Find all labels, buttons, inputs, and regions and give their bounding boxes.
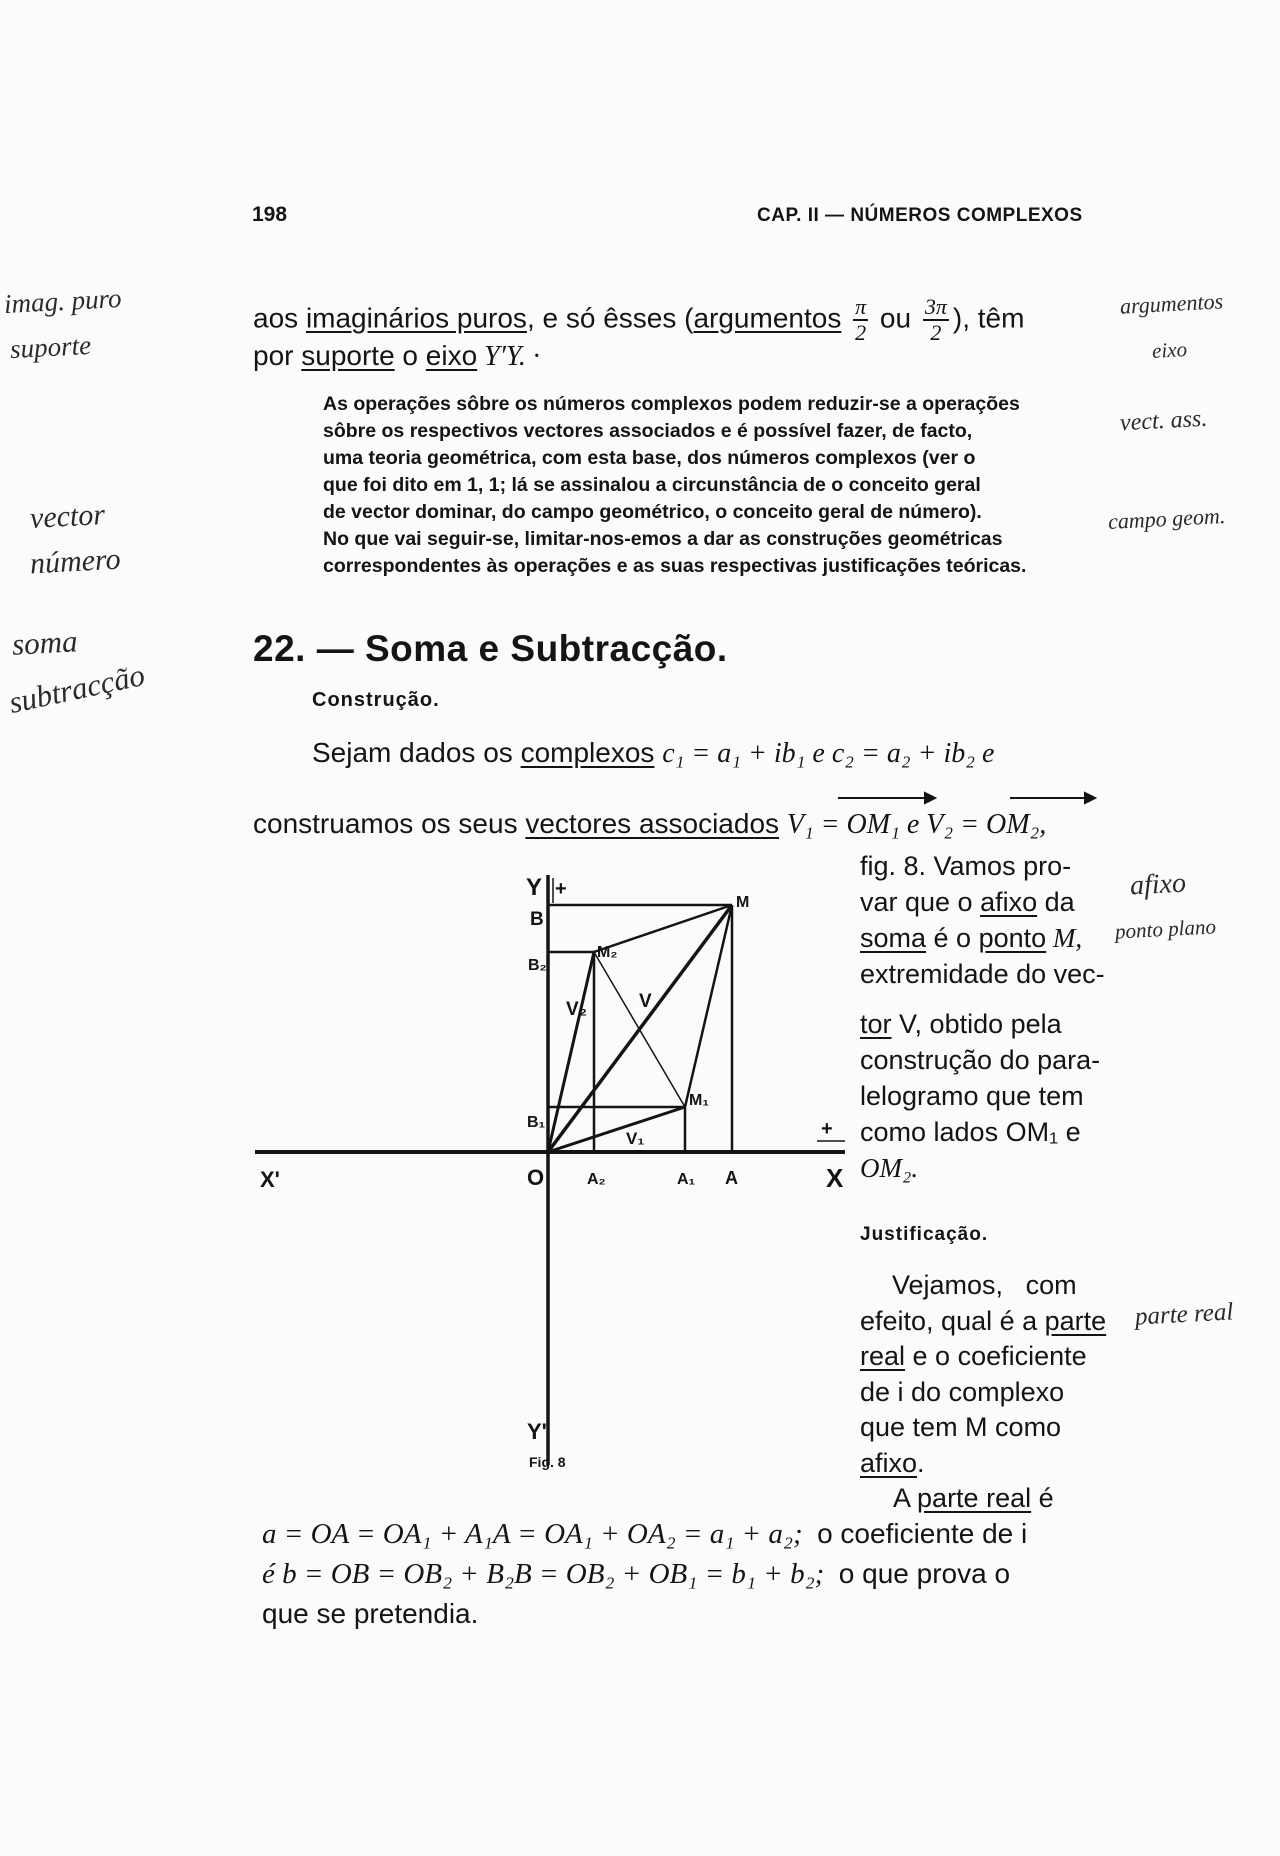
text-underlined: real (860, 1341, 906, 1371)
formula-complexes: c₁ = a₁ + ib₁ e c₂ = a₂ + ib₂ e (662, 738, 995, 769)
just-line: que tem M como (860, 1412, 1062, 1442)
note-line: de vector dominar, do campo geométrico, o conceito geral de número). (323, 501, 982, 523)
text: V, obtido pela (891, 1009, 1062, 1039)
text-underlined: parte (1044, 1305, 1107, 1336)
note-line: uma teoria geométrica, com esta base, dos números complexos (ver o (323, 447, 976, 469)
text-underlined: complexos (520, 737, 655, 768)
running-head: CAP. II — NÚMEROS COMPLEXOS (757, 205, 1083, 226)
text-underlined: afixo (860, 1447, 918, 1478)
text: var que o (860, 887, 981, 917)
label-y-top: Y (526, 874, 543, 901)
page-number: 198 (252, 203, 288, 226)
handwritten-note: vect. ass. (1119, 405, 1208, 437)
vector-arrows-overlay (830, 786, 1110, 808)
vector-V1 (548, 1107, 685, 1152)
section-heading: 22. — Soma e Subtracção. (253, 628, 728, 669)
just-line: de i do complexo (860, 1376, 1065, 1407)
note-line: que foi dito em 1, 1; lá se assinalou a circunstância de o conceito geral (323, 474, 981, 496)
label-M2: M₂ (597, 944, 618, 961)
text-underlined: argumentos (693, 302, 842, 334)
frac-den: 2 (855, 320, 867, 345)
final-lines (262, 1515, 1122, 1633)
figure-caption: Fig. 8 (529, 1454, 566, 1470)
label-V1: V₁ (626, 1129, 645, 1148)
text: construamos os seus (253, 808, 526, 839)
text: ou (872, 302, 919, 334)
right-line: fig. 8. Vamos pro- (860, 851, 1072, 881)
text: , e só êsses ( (526, 302, 694, 334)
label-B1: B₁ (527, 1114, 546, 1131)
right-column (860, 848, 1105, 1186)
formula-real-part: a = OA = OA₁ + A₁A = OA₁ + OA₂ = a₁ + a₂; (262, 1518, 803, 1550)
handwritten-note: subtracção (5, 657, 148, 720)
right-line: lelogramo que tem (860, 1081, 1084, 1111)
text: o (394, 340, 426, 371)
note-line: No que vai seguir-se, limitar-nos-emos a dar as construções geométricas (323, 528, 1003, 550)
just-line (860, 1304, 1106, 1340)
text-underlined: afixo (980, 887, 1038, 917)
text-math: Y′Y. · (477, 341, 540, 372)
final-line-3: que se pretendia. (262, 1598, 479, 1629)
frac-num: 3π (924, 294, 947, 319)
text-underlined: eixo (425, 340, 478, 371)
just-line (860, 1339, 1106, 1375)
frac-den: 2 (930, 320, 942, 345)
text-underlined: tor (860, 1009, 892, 1039)
text: o coeficiente de i (817, 1518, 1028, 1549)
text-underlined: suporte (301, 340, 395, 371)
text-underlined: soma (860, 923, 927, 953)
text: aos (253, 302, 306, 334)
label-B: B (530, 909, 544, 930)
handwritten-note: campo geom. (1107, 502, 1226, 535)
text-underlined: ponto (978, 923, 1047, 953)
handwritten-note: eixo (1151, 337, 1188, 363)
fraction-3pi-over-2 (923, 295, 949, 345)
text: por (253, 340, 302, 371)
justification-column (860, 1268, 1106, 1517)
handwritten-note: soma (11, 623, 79, 662)
right-line (860, 1006, 1105, 1042)
construction-line-1 (312, 734, 994, 773)
figure-8 (255, 855, 855, 1485)
just-line (860, 1481, 1106, 1517)
label-A1: A₁ (677, 1171, 696, 1188)
text: . (917, 1447, 925, 1478)
text-underlined: vectores associados (525, 808, 780, 839)
construction-label: Construção. (312, 689, 440, 711)
text-underlined: parte real (917, 1483, 1032, 1513)
text: é (1031, 1483, 1054, 1513)
final-line-1 (262, 1515, 1122, 1555)
text: da (1037, 887, 1075, 917)
label-M1: M₁ (689, 1092, 709, 1109)
note-line: sôbre os respectivos vectores associados e é possível fazer, de facto, (323, 420, 973, 442)
frac-num: π (855, 294, 867, 319)
formula-vectors: V₁ = OM₁ e V₂ = OM₂, (786, 809, 1047, 840)
text-math: M, (1046, 923, 1083, 953)
text: e o coeficiente (905, 1341, 1087, 1371)
label-Y-bottom: Y' (527, 1419, 547, 1444)
right-line: como lados OM₁ e (860, 1117, 1081, 1147)
construction-line-2 (253, 805, 1046, 844)
text: efeito, qual é a (860, 1305, 1045, 1336)
label-X-right: X (826, 1163, 844, 1193)
right-line: extremidade do vec- (860, 959, 1105, 989)
text: A (893, 1483, 918, 1513)
fraction-pi-over-2 (853, 295, 868, 345)
handwritten-note: suporte (9, 329, 92, 365)
right-line: OM₂. (860, 1153, 919, 1183)
handwritten-note: parte real (1134, 1298, 1234, 1331)
intro-line-2 (253, 337, 540, 376)
label-V2: V₂ (566, 999, 588, 1020)
text: Sejam dados os (312, 737, 521, 768)
handwritten-note: argumentos (1119, 288, 1224, 319)
note-line: correspondentes às operações e as suas respectivas justificações teóricas. (323, 555, 1027, 577)
handwritten-note: afixo (1129, 867, 1187, 902)
label-M: M (736, 894, 750, 911)
label-V: V (639, 991, 652, 1012)
note-line: As operações sôbre os números complexos podem reduzir-se a operações (323, 393, 1020, 415)
handwritten-note: ponto plano (1114, 914, 1217, 944)
right-line (860, 884, 1105, 920)
formula-imaginary-part: é b = OB = OB₂ + B₂B = OB₂ + OB₁ = b₁ + b₂; (262, 1558, 825, 1590)
final-line-2 (262, 1555, 1122, 1595)
text: é o (926, 923, 979, 953)
text: ), têm (952, 302, 1025, 334)
note-paragraph (323, 391, 1108, 580)
label-X-left: X' (260, 1167, 280, 1192)
just-line (860, 1446, 1106, 1482)
label-A: A (725, 1168, 738, 1188)
handwritten-note: vector (29, 498, 106, 535)
label-plus-top: + (555, 878, 567, 900)
label-plus-right: + (821, 1118, 833, 1140)
diagonal-M2-M1 (594, 952, 685, 1107)
label-B2: B₂ (528, 957, 547, 974)
just-line: Vejamos, com (892, 1270, 1077, 1300)
text-underlined: imaginários puros (305, 302, 527, 334)
label-O: O (527, 1165, 545, 1190)
label-A2: A₂ (587, 1171, 606, 1188)
text: o que prova o (838, 1558, 1011, 1589)
justification-label: Justificação. (860, 1224, 989, 1245)
handwritten-note: número (29, 542, 122, 581)
right-line (860, 920, 1105, 956)
right-line: construção do para- (860, 1045, 1101, 1075)
handwritten-note: imag. puro (3, 282, 123, 320)
